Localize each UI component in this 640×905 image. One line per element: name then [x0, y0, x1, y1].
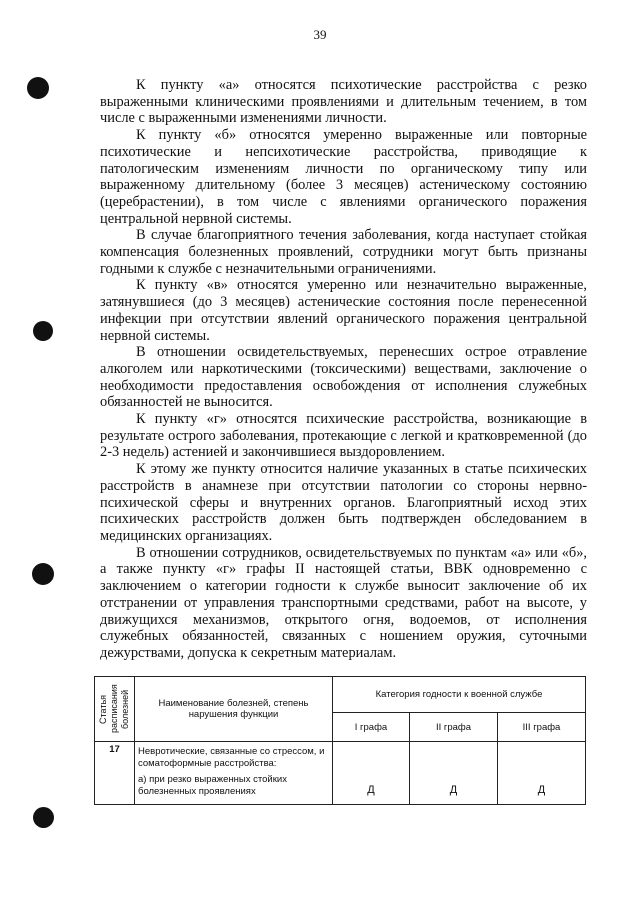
- punch-hole-4: [33, 807, 54, 828]
- paragraph-item-v: К пункту «в» относятся умеренно или незначительно выраженные, затянувшиеся (до 3 месяцев) астенические состояния после перенесенной инфекции при отсутствии явлений органического поражения центральной нервной системы.: [100, 277, 587, 344]
- page-number: 39: [313, 27, 327, 42]
- header-article-cell: [95, 677, 135, 742]
- header-column-2: II графа: [410, 713, 498, 742]
- disease-description: [135, 742, 333, 805]
- punch-hole-3: [32, 563, 54, 585]
- header-category: Категория годности к военной службе: [333, 677, 586, 713]
- category-column-3: Д: [498, 742, 586, 805]
- header-column-3: III графа: [498, 713, 586, 742]
- fitness-category-table: [94, 676, 586, 805]
- punch-hole-1: [27, 77, 49, 99]
- category-column-2: Д: [410, 742, 498, 805]
- header-column-1: I графа: [333, 713, 410, 742]
- paragraph-item-g: К пункту «г» относятся психические расстройства, возникающие в результате острого заболевания, протекающие с легкой и кратковременной (до 2-3 недель) астенией и закончившиеся выздоровлением.: [100, 411, 587, 461]
- paragraph-item-b: К пункту «б» относятся умеренно выраженные или повторные психотические и непсихотические расстройства, приводящие к патологическим изменениям личности по органическому типу или выраженному длительному (более 3 месяцев) астеническому состоянию (церебрастении), в том числе с явлениями органического поражения центральной нервной системы.: [100, 127, 587, 227]
- article-number: 17: [95, 742, 135, 805]
- paragraph-anamnesis: К этому же пункту относится наличие указанных в статье психических расстройств в анамнезе при отсутствии патологии со стороны нервно-психической сферы и внутренних органов. Благоприятный исход этих психических расстройств должен быть подтвержден обследованием в медицинских организациях.: [100, 461, 587, 544]
- paragraph-poisoning: В отношении освидетельствуемых, перенесших острое отравление алкоголем или наркотическими (токсическими) веществами, заключение о необходимости предоставления освобождения от исполнения служебных обязанностей не выносится.: [100, 344, 587, 411]
- table-header-row: [95, 677, 586, 713]
- paragraph-item-a: К пункту «а» относятся психотические расстройства с резко выраженными клиническими проявлениями и длительным течением, в том числе с выраженными изменениями личности.: [100, 77, 587, 127]
- category-column-1: Д: [333, 742, 410, 805]
- header-article: Статья расписания болезней: [98, 684, 130, 734]
- paragraph-compensation: В случае благоприятного течения заболевания, когда наступает стойкая компенсация болезненных проявлений, сотрудники могут быть признаны годными к службе с незначительными ограничениями.: [100, 227, 587, 277]
- table-row: [95, 742, 586, 805]
- paragraph-restrictions: В отношении сотрудников, освидетельствуемых по пунктам «а» или «б», а также пункту «г» графы II настоящей статьи, ВВК одновременно с заключением о категории годности к службе выносит заключение об их отстранении от управления транспортными средствами, работ на высоте, у движущихся механизмов, открытого огня, водоемов, от исполнения служебных обязанностей, связанных с ношением оружия, суточными дежурствами, допуска к секретным материалам.: [100, 544, 587, 661]
- document-body: [100, 77, 587, 662]
- punch-hole-2: [33, 321, 53, 341]
- disease-item-a: а) при резко выраженных стойких болезненных проявлениях: [138, 774, 287, 797]
- header-disease-name: Наименование болезней, степень нарушения функции: [135, 677, 333, 742]
- disease-group: Невротические, связанные со стрессом, и соматоформные расстройства:: [138, 746, 325, 769]
